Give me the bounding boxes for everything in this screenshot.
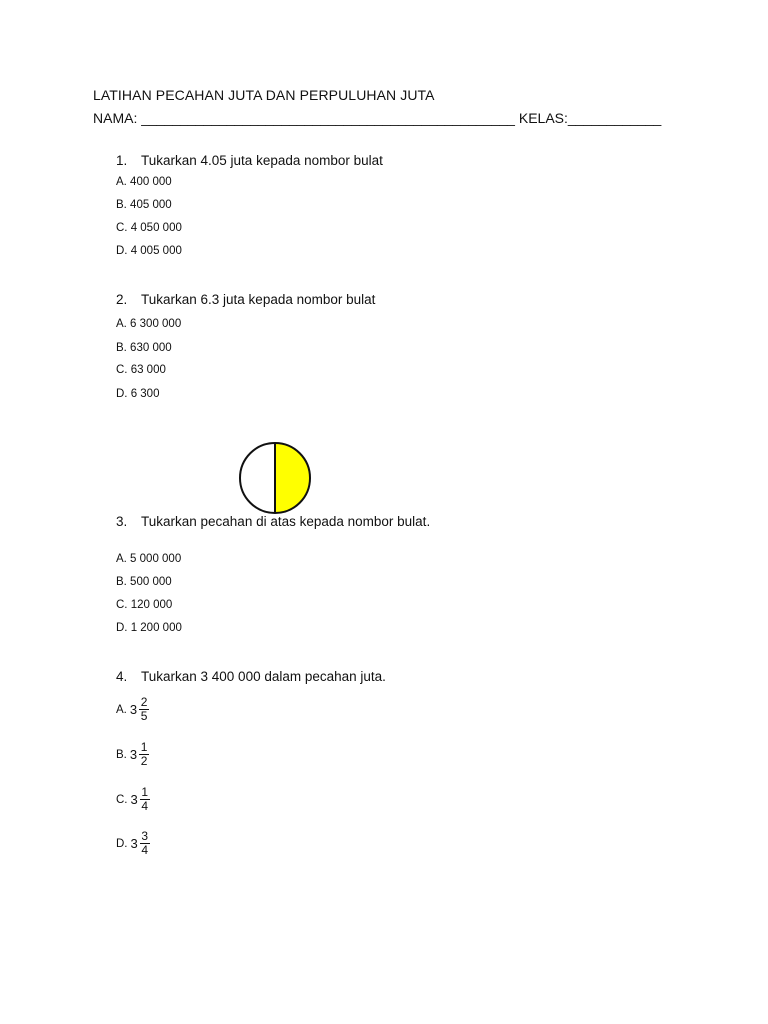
question-text: Tukarkan 4.05 juta kepada nombor bulat <box>141 153 383 168</box>
option-4d <box>116 830 150 857</box>
circle-diagram <box>238 440 314 516</box>
option-4c <box>116 786 150 813</box>
option-4b <box>116 741 149 768</box>
whole-number: 3 <box>129 702 138 717</box>
denominator: 2 <box>140 754 148 768</box>
option-3c: C. 120 000 <box>116 599 173 611</box>
numerator: 2 <box>140 695 148 709</box>
question-text: Tukarkan pecahan di atas kepada nombor bulat. <box>141 514 431 529</box>
whole-number: 3 <box>130 836 138 851</box>
question-text: Tukarkan 6.3 juta kepada nombor bulat <box>141 292 376 307</box>
option-letter: D. <box>116 837 128 850</box>
denominator: 4 <box>141 799 149 813</box>
question-3 <box>116 514 430 529</box>
fraction <box>139 741 149 768</box>
option-3d: D. 1 200 000 <box>116 622 182 634</box>
option-letter: B. <box>116 748 127 761</box>
question-text: Tukarkan 3 400 000 dalam pecahan juta. <box>141 669 386 684</box>
option-4a <box>116 696 149 723</box>
half-shaded-circle-figure <box>238 440 314 516</box>
numerator: 1 <box>141 785 149 799</box>
name-class-row: NAMA: ________________________________________________ KELAS:____________ <box>93 110 662 126</box>
whole-number: 3 <box>130 792 138 807</box>
shaded-half <box>275 443 310 513</box>
question-1 <box>116 153 383 168</box>
option-1a: A. 400 000 <box>116 176 172 188</box>
fraction <box>140 786 150 813</box>
denominator: 4 <box>141 843 149 857</box>
question-number: 3. <box>116 514 128 529</box>
option-letter: A. <box>116 703 127 716</box>
option-1b: B. 405 000 <box>116 199 172 211</box>
question-2 <box>116 292 375 307</box>
question-number: 1. <box>116 153 128 168</box>
option-3a: A. 5 000 000 <box>116 553 182 565</box>
option-2b: B. 630 000 <box>116 342 172 354</box>
numerator: 3 <box>141 829 149 843</box>
denominator: 5 <box>140 709 148 723</box>
fraction <box>139 696 149 723</box>
option-2d: D. 6 300 <box>116 388 160 400</box>
fraction <box>140 830 150 857</box>
whole-number: 3 <box>129 747 138 762</box>
numerator: 1 <box>140 740 148 754</box>
option-letter: C. <box>116 793 128 806</box>
option-2a: A. 6 300 000 <box>116 318 182 330</box>
question-4 <box>116 669 386 684</box>
question-number: 2. <box>116 292 128 307</box>
option-1c: C. 4 050 000 <box>116 222 182 234</box>
option-2c: C. 63 000 <box>116 364 166 376</box>
question-number: 4. <box>116 669 128 684</box>
worksheet-title: LATIHAN PECAHAN JUTA DAN PERPULUHAN JUTA <box>93 87 435 103</box>
option-1d: D. 4 005 000 <box>116 245 182 257</box>
option-3b: B. 500 000 <box>116 576 172 588</box>
